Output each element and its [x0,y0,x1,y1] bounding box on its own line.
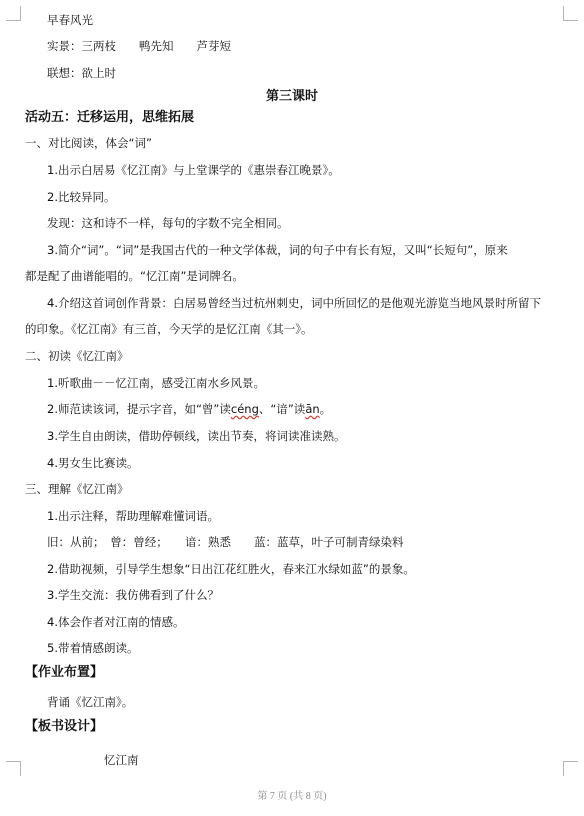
section-3-notes: 旧：从前； 曾：曾经； 谙：熟悉 蓝：蓝草，叶子可制青绿染料 [47,535,404,549]
page-footer: 第 7 页 (共 8 页) [257,791,327,802]
text-early-spring: 早春风光 [47,13,93,27]
section-1-item-2: 2.比较异同。 [47,190,116,204]
section-3-item-2: 2.借助视频，引导学生想象“日出江花红胜火，春来江水绿如蓝”的景象。 [47,562,415,576]
crop-mark-top-right [563,6,578,21]
board-design-heading: 【板书设计】 [25,719,104,734]
crop-mark-bottom-right [563,761,578,776]
section-2-item-3: 3.学生自由朗读，借助停顿线，读出节奏，将词读准读熟。 [47,429,346,443]
text-real-scene: 实景：三两枝 鸭先知 芦芽短 [47,39,231,53]
text-association: 联想：欲上时 [47,66,116,80]
section-2-item-2-text: 2.师范读该词，提示字音，如“曾”读 [47,402,231,416]
section-2-item-2-end: 。 [319,402,332,416]
section-1-item-4b: 的印象。《忆江南》有三首，今天学的是忆江南《其一》。 [25,322,313,336]
section-1-item-4a: 4.介绍这首词创作背景：白居易曾经当过杭州刺史，词中所回忆的是他观光游览当地风景时所留下 [47,296,541,310]
section-1-finding: 发现：这和诗不一样，每句的字数不完全相同。 [47,216,289,230]
section-3-item-5: 5.带着情感朗读。 [47,641,139,655]
activity-heading: 活动五：迁移运用，思维拓展 [25,110,195,125]
crop-mark-top-left [6,6,21,21]
section-3-item-3: 3.学生交流：我仿佛看到了什么？ [47,588,219,602]
pinyin-an: ān [305,402,320,416]
section-1-heading: 一、对比阅读，体会“词” [25,136,152,150]
section-2-heading: 二、初读《忆江南》 [25,349,129,363]
pinyin-ceng: céng [230,402,259,416]
homework-heading: 【作业布置】 [25,665,104,680]
board-design-title: 忆江南 [104,753,139,767]
section-3-item-1: 1.出示注释，帮助理解难懂词语。 [47,509,219,523]
section-2-item-2 [47,401,331,417]
crop-mark-bottom-left [6,761,21,776]
section-2-item-1: 1.听歌曲－－忆江南，感受江南水乡风景。 [47,376,265,390]
section-3-item-4: 4.体会作者对江南的情感。 [47,615,185,629]
lesson-title: 第三课时 [265,89,318,104]
section-1-item-1: 1.出示白居易《忆江南》与上堂课学的《惠崇春江晚景》。 [47,163,340,177]
section-2-item-4: 4.男女生比赛读。 [47,456,139,470]
section-1-item-3a: 3.简介“词”。“词”是我国古代的一种文学体裁，词的句子中有长有短，又叫“长短句”，原来 [47,243,508,257]
section-3-heading: 三、理解《忆江南》 [25,482,129,496]
homework-text: 背诵《忆江南》。 [47,695,134,709]
section-2-item-2-mid: 、“谙”读 [258,402,306,416]
section-1-item-3b: 都是配了曲谱能唱的。“忆江南”是词牌名。 [25,269,244,283]
